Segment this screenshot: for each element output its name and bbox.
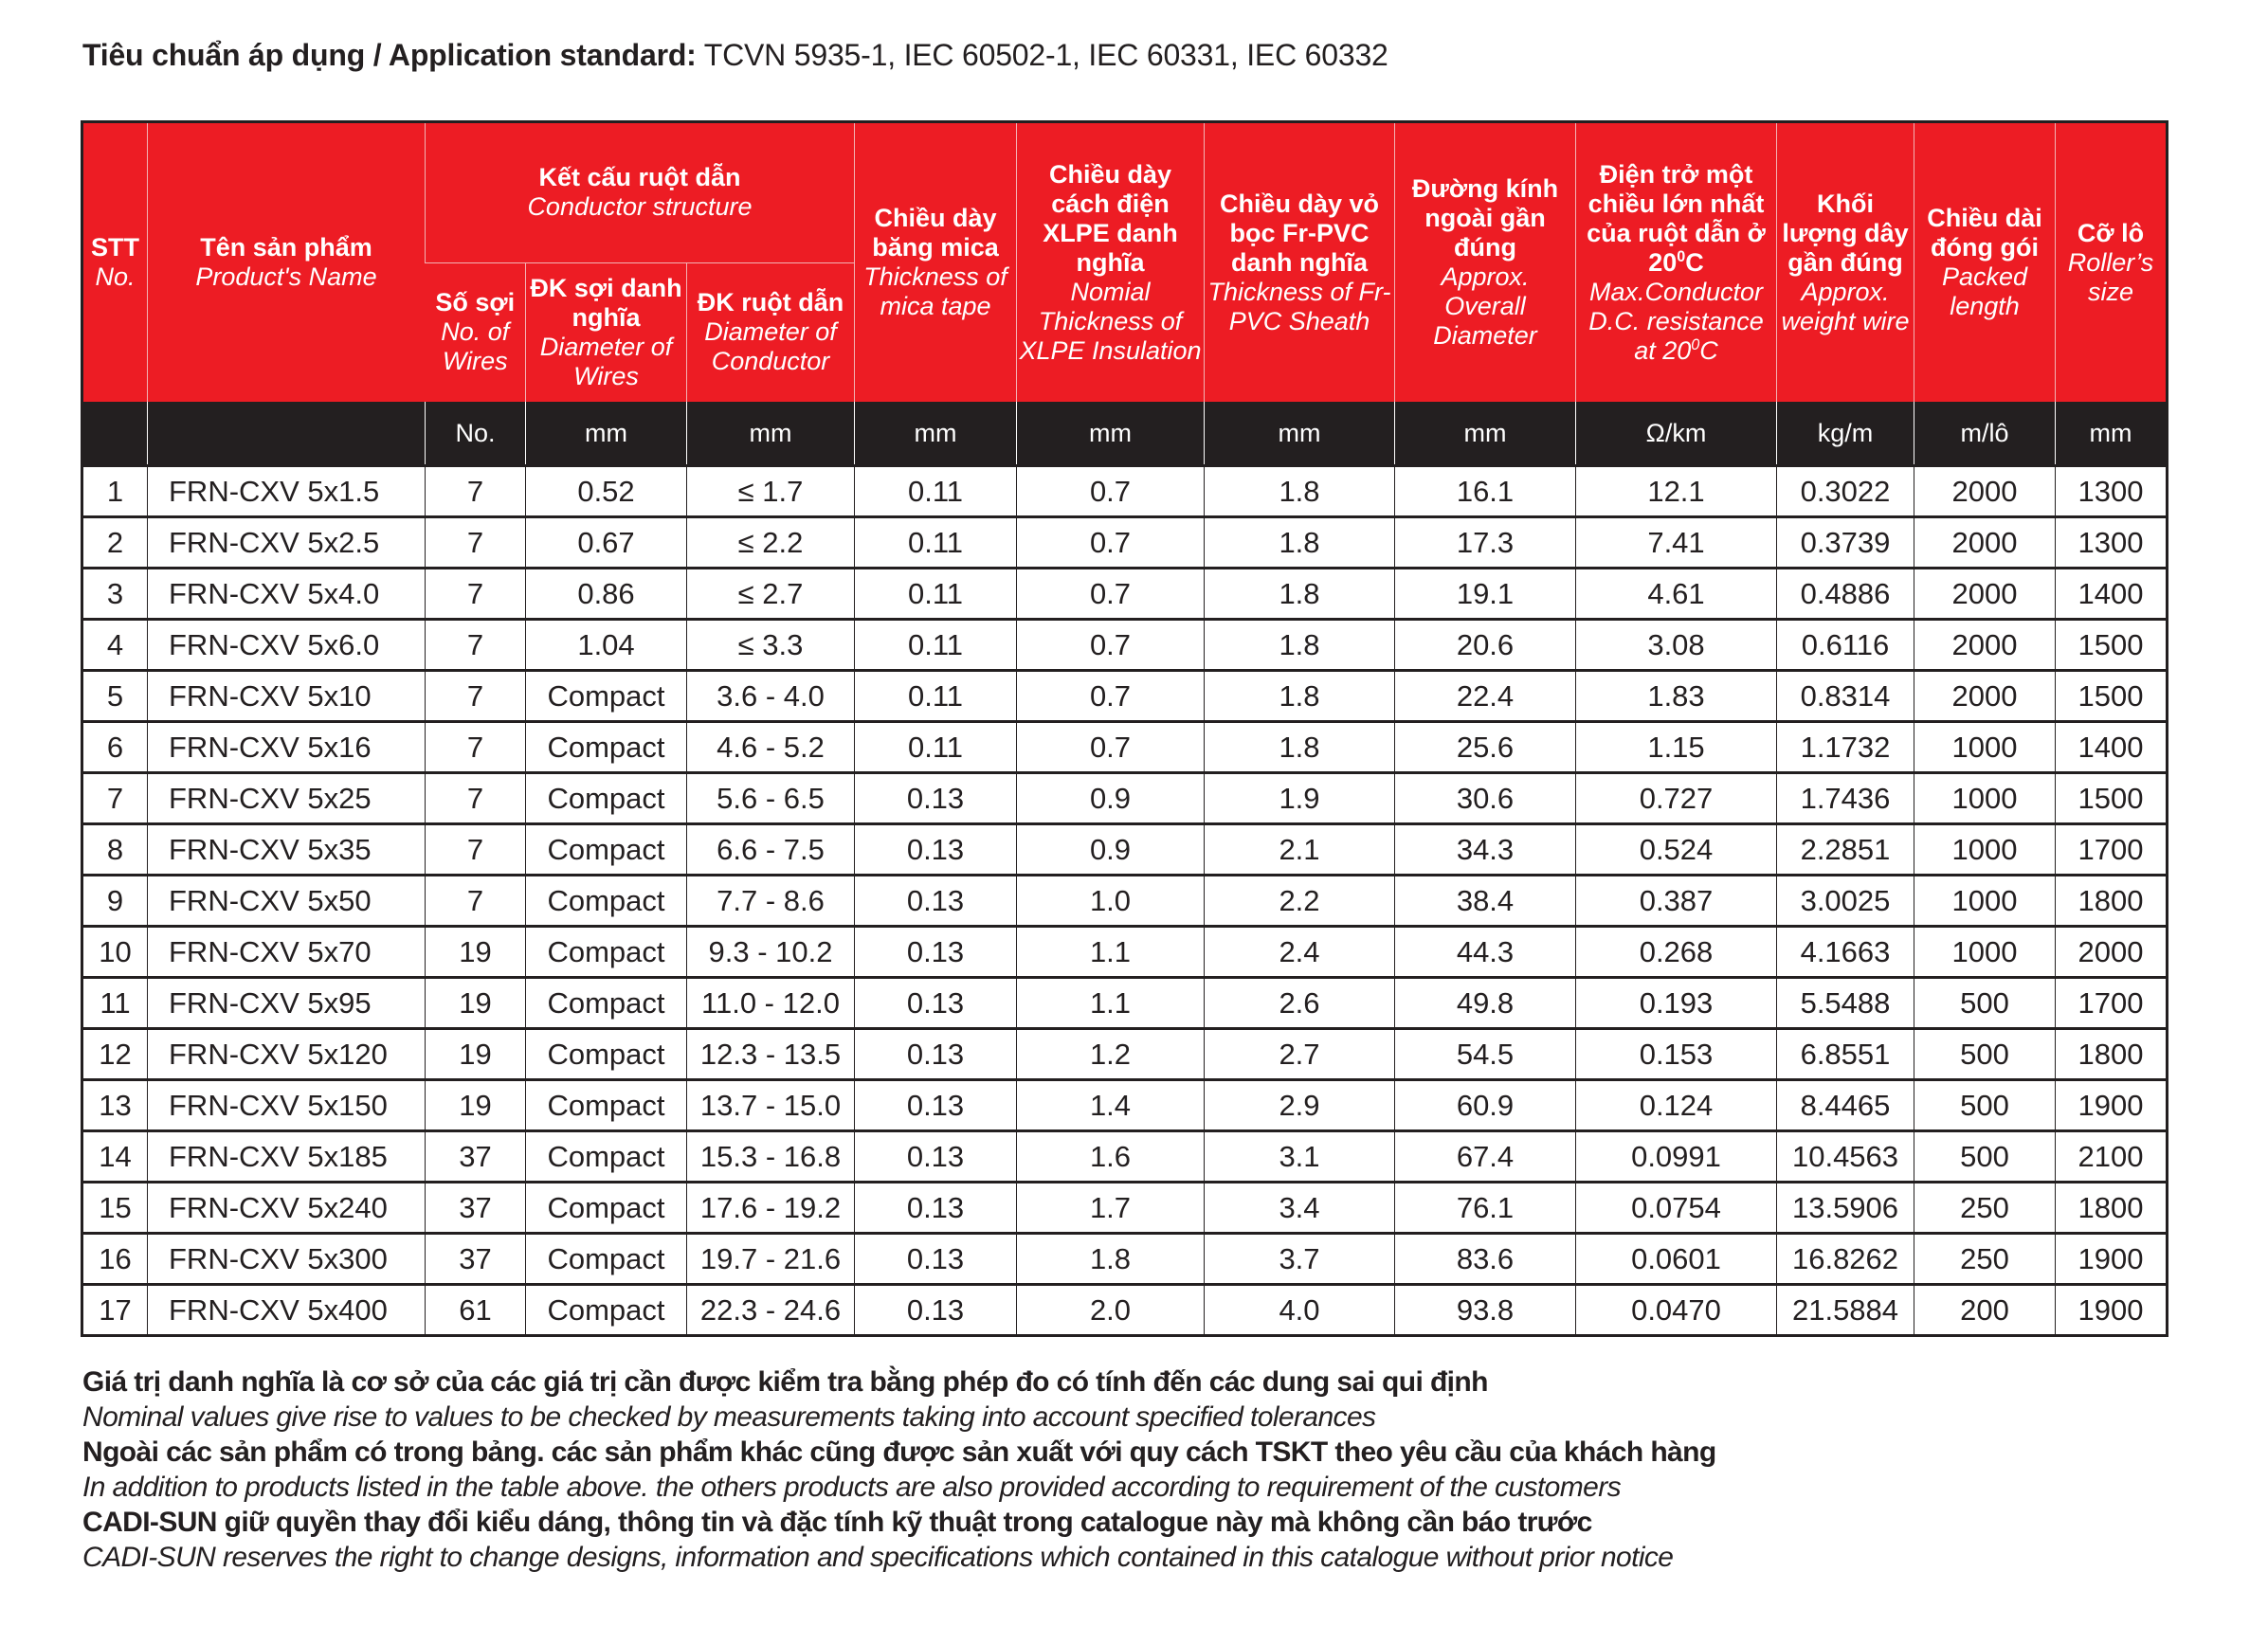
- cell-conductor-diameter: 17.6 - 19.2: [687, 1183, 855, 1234]
- table-row: [82, 722, 2168, 773]
- cell-weight: 2.2851: [1777, 824, 1914, 876]
- cell-sheath: 1.8: [1205, 620, 1395, 671]
- cell-stt: 6: [82, 722, 148, 773]
- cell-xlpe: 0.7: [1017, 722, 1205, 773]
- unit-cell: mm: [1205, 402, 1395, 466]
- header-number-of-wires: Số sợi No. of Wires: [426, 262, 526, 402]
- header-xlpe-thickness: Chiều dày cách điện XLPE danh nghĩa Nomial Thickness of XLPE Insulation: [1017, 122, 1205, 403]
- cell-packed-length: 1000: [1914, 824, 2056, 876]
- cell-mica: 0.11: [855, 569, 1017, 620]
- header-roller-size: Cỡ lô Roller’s size: [2056, 122, 2168, 403]
- cell-resistance: 4.61: [1576, 569, 1777, 620]
- cell-sheath: 2.7: [1205, 1029, 1395, 1080]
- table-row: [82, 1080, 2168, 1131]
- cell-stt: 13: [82, 1080, 148, 1131]
- table-row: [82, 620, 2168, 671]
- cell-wires: 37: [426, 1234, 526, 1285]
- cell-weight: 0.8314: [1777, 671, 1914, 722]
- cell-mica: 0.13: [855, 1234, 1017, 1285]
- cell-resistance: 7.41: [1576, 517, 1777, 569]
- cell-product-name: FRN-CXV 5x70: [148, 927, 426, 978]
- cell-wires: 7: [426, 773, 526, 824]
- cell-roller-size: 1900: [2056, 1285, 2168, 1336]
- cell-roller-size: 1400: [2056, 722, 2168, 773]
- header-conductor-structure: Kết cấu ruột dẫn Conductor structure: [426, 122, 855, 263]
- cell-stt: 12: [82, 1029, 148, 1080]
- cell-wire-diameter: 1.04: [526, 620, 687, 671]
- table-row: [82, 978, 2168, 1029]
- cell-wire-diameter: Compact: [526, 1029, 687, 1080]
- unit-cell: mm: [1395, 402, 1576, 466]
- cell-sheath: 2.4: [1205, 927, 1395, 978]
- note-2-en: In addition to products listed in the table above. the others products are also provided according to requirement of the customers: [82, 1472, 1621, 1503]
- cell-stt: 1: [82, 466, 148, 517]
- table-row: [82, 927, 2168, 978]
- cell-resistance: 0.268: [1576, 927, 1777, 978]
- cell-wires: 7: [426, 722, 526, 773]
- cell-conductor-diameter: 15.3 - 16.8: [687, 1131, 855, 1183]
- cell-sheath: 1.8: [1205, 466, 1395, 517]
- cell-wire-diameter: 0.86: [526, 569, 687, 620]
- cell-overall-diameter: 17.3: [1395, 517, 1576, 569]
- header-conductor-diameter: ĐK ruột dẫn Diameter of Conductor: [687, 262, 855, 402]
- cell-packed-length: 500: [1914, 1029, 2056, 1080]
- unit-cell: kg/m: [1777, 402, 1914, 466]
- cell-stt: 11: [82, 978, 148, 1029]
- cell-conductor-diameter: 19.7 - 21.6: [687, 1234, 855, 1285]
- cell-sheath: 1.8: [1205, 671, 1395, 722]
- cell-product-name: FRN-CXV 5x2.5: [148, 517, 426, 569]
- cell-xlpe: 2.0: [1017, 1285, 1205, 1336]
- cell-resistance: 0.0470: [1576, 1285, 1777, 1336]
- cell-roller-size: 1700: [2056, 978, 2168, 1029]
- cell-product-name: FRN-CXV 5x10: [148, 671, 426, 722]
- cell-mica: 0.13: [855, 978, 1017, 1029]
- cell-weight: 0.3739: [1777, 517, 1914, 569]
- cell-xlpe: 0.7: [1017, 620, 1205, 671]
- cell-roller-size: 2000: [2056, 927, 2168, 978]
- cell-overall-diameter: 76.1: [1395, 1183, 1576, 1234]
- cell-wires: 7: [426, 824, 526, 876]
- cell-sheath: 3.4: [1205, 1183, 1395, 1234]
- cell-wire-diameter: Compact: [526, 1285, 687, 1336]
- cell-xlpe: 1.2: [1017, 1029, 1205, 1080]
- unit-cell: mm: [2056, 402, 2168, 466]
- cell-roller-size: 1300: [2056, 517, 2168, 569]
- cell-weight: 0.3022: [1777, 466, 1914, 517]
- cell-packed-length: 2000: [1914, 517, 2056, 569]
- cell-wires: 7: [426, 569, 526, 620]
- cell-sheath: 1.8: [1205, 517, 1395, 569]
- cell-mica: 0.13: [855, 1183, 1017, 1234]
- cell-overall-diameter: 44.3: [1395, 927, 1576, 978]
- cell-roller-size: 1500: [2056, 773, 2168, 824]
- cell-wires: 19: [426, 978, 526, 1029]
- cell-product-name: FRN-CXV 5x6.0: [148, 620, 426, 671]
- cell-packed-length: 250: [1914, 1183, 2056, 1234]
- cell-overall-diameter: 93.8: [1395, 1285, 1576, 1336]
- cell-weight: 4.1663: [1777, 927, 1914, 978]
- table-row: [82, 824, 2168, 876]
- cell-sheath: 1.9: [1205, 773, 1395, 824]
- table-row: [82, 1183, 2168, 1234]
- cell-mica: 0.13: [855, 876, 1017, 927]
- cell-resistance: 1.15: [1576, 722, 1777, 773]
- cell-overall-diameter: 34.3: [1395, 824, 1576, 876]
- unit-cell: mm: [526, 402, 687, 466]
- cell-xlpe: 0.9: [1017, 824, 1205, 876]
- cell-packed-length: 1000: [1914, 927, 2056, 978]
- unit-cell: mm: [855, 402, 1017, 466]
- cell-sheath: 1.8: [1205, 722, 1395, 773]
- cell-packed-length: 1000: [1914, 773, 2056, 824]
- cell-stt: 15: [82, 1183, 148, 1234]
- cell-stt: 2: [82, 517, 148, 569]
- cell-stt: 7: [82, 773, 148, 824]
- cell-weight: 1.7436: [1777, 773, 1914, 824]
- cell-stt: 16: [82, 1234, 148, 1285]
- cell-conductor-diameter: ≤ 2.2: [687, 517, 855, 569]
- cell-stt: 8: [82, 824, 148, 876]
- cell-roller-size: 1300: [2056, 466, 2168, 517]
- cell-wires: 37: [426, 1131, 526, 1183]
- cell-wire-diameter: Compact: [526, 1234, 687, 1285]
- cell-wires: 7: [426, 466, 526, 517]
- table-row: [82, 1285, 2168, 1336]
- table-header: [82, 122, 2168, 466]
- cell-product-name: FRN-CXV 5x95: [148, 978, 426, 1029]
- cell-wire-diameter: 0.67: [526, 517, 687, 569]
- cell-conductor-diameter: 4.6 - 5.2: [687, 722, 855, 773]
- cell-conductor-diameter: ≤ 2.7: [687, 569, 855, 620]
- cell-weight: 0.4886: [1777, 569, 1914, 620]
- note-1-en: Nominal values give rise to values to be checked by measurements taking into account specified tolerances: [82, 1401, 1376, 1433]
- cell-wires: 7: [426, 671, 526, 722]
- cell-wire-diameter: Compact: [526, 722, 687, 773]
- header-mica-thickness: Chiều dày băng mica Thickness of mica tape: [855, 122, 1017, 403]
- table-row: [82, 671, 2168, 722]
- cell-xlpe: 1.0: [1017, 876, 1205, 927]
- cell-roller-size: 1800: [2056, 1029, 2168, 1080]
- cell-conductor-diameter: 13.7 - 15.0: [687, 1080, 855, 1131]
- cell-wire-diameter: 0.52: [526, 466, 687, 517]
- cable-spec-table-wrapper: [81, 120, 2166, 1337]
- cell-packed-length: 500: [1914, 1080, 2056, 1131]
- cell-resistance: 0.524: [1576, 824, 1777, 876]
- cell-packed-length: 2000: [1914, 620, 2056, 671]
- table-row: [82, 1029, 2168, 1080]
- cell-packed-length: 500: [1914, 1131, 2056, 1183]
- cell-overall-diameter: 30.6: [1395, 773, 1576, 824]
- cell-conductor-diameter: 7.7 - 8.6: [687, 876, 855, 927]
- unit-cell: [82, 402, 148, 466]
- cell-resistance: 12.1: [1576, 466, 1777, 517]
- cell-conductor-diameter: 11.0 - 12.0: [687, 978, 855, 1029]
- cell-conductor-diameter: 9.3 - 10.2: [687, 927, 855, 978]
- cell-stt: 17: [82, 1285, 148, 1336]
- cell-wire-diameter: Compact: [526, 671, 687, 722]
- cell-product-name: FRN-CXV 5x25: [148, 773, 426, 824]
- cell-sheath: 3.1: [1205, 1131, 1395, 1183]
- table-row: [82, 569, 2168, 620]
- cell-mica: 0.11: [855, 466, 1017, 517]
- cell-weight: 8.4465: [1777, 1080, 1914, 1131]
- cell-xlpe: 0.9: [1017, 773, 1205, 824]
- cell-xlpe: 0.7: [1017, 517, 1205, 569]
- cell-conductor-diameter: 22.3 - 24.6: [687, 1285, 855, 1336]
- cell-wires: 61: [426, 1285, 526, 1336]
- cell-mica: 0.13: [855, 1131, 1017, 1183]
- cell-stt: 4: [82, 620, 148, 671]
- cell-xlpe: 0.7: [1017, 569, 1205, 620]
- header-wire-diameter: ĐK sợi danh nghĩa Diameter of Wires: [526, 262, 687, 402]
- cell-weight: 10.4563: [1777, 1131, 1914, 1183]
- cell-xlpe: 1.8: [1017, 1234, 1205, 1285]
- note-1-vn: Giá trị danh nghĩa là cơ sở của các giá trị cần được kiểm tra bằng phép đo có tính đến các dung sai qui định: [82, 1366, 1488, 1398]
- cell-xlpe: 1.4: [1017, 1080, 1205, 1131]
- cell-xlpe: 1.1: [1017, 927, 1205, 978]
- cable-spec-table: [81, 120, 2168, 1337]
- cell-stt: 9: [82, 876, 148, 927]
- header-stt: STT No.: [82, 122, 148, 403]
- table-row: [82, 1234, 2168, 1285]
- cell-wire-diameter: Compact: [526, 1183, 687, 1234]
- cell-mica: 0.13: [855, 1285, 1017, 1336]
- cell-stt: 3: [82, 569, 148, 620]
- cell-wire-diameter: Compact: [526, 1131, 687, 1183]
- cell-packed-length: 500: [1914, 978, 2056, 1029]
- cell-sheath: 1.8: [1205, 569, 1395, 620]
- application-standard-label: Tiêu chuẩn áp dụng / Application standard:: [82, 38, 697, 72]
- cell-packed-length: 2000: [1914, 466, 2056, 517]
- cell-weight: 13.5906: [1777, 1183, 1914, 1234]
- units-row: [82, 402, 2168, 466]
- cell-weight: 16.8262: [1777, 1234, 1914, 1285]
- cell-sheath: 4.0: [1205, 1285, 1395, 1336]
- cell-packed-length: 1000: [1914, 722, 2056, 773]
- cell-sheath: 2.6: [1205, 978, 1395, 1029]
- table-row: [82, 466, 2168, 517]
- table-row: [82, 1131, 2168, 1183]
- header-approx-weight: Khối lượng dây gần đúng Approx. weight wire: [1777, 122, 1914, 403]
- application-standard: [82, 36, 1388, 74]
- cell-weight: 21.5884: [1777, 1285, 1914, 1336]
- cell-packed-length: 250: [1914, 1234, 2056, 1285]
- note-3-en: CADI-SUN reserves the right to change designs, information and specifications which contained in this catalogue without prior notice: [82, 1542, 1674, 1573]
- cell-overall-diameter: 25.6: [1395, 722, 1576, 773]
- cell-overall-diameter: 19.1: [1395, 569, 1576, 620]
- unit-cell: Ω/km: [1576, 402, 1777, 466]
- cell-weight: 6.8551: [1777, 1029, 1914, 1080]
- unit-cell: mm: [1017, 402, 1205, 466]
- cell-mica: 0.13: [855, 773, 1017, 824]
- cell-weight: 3.0025: [1777, 876, 1914, 927]
- cell-packed-length: 2000: [1914, 671, 2056, 722]
- cell-wires: 19: [426, 927, 526, 978]
- cell-roller-size: 2100: [2056, 1131, 2168, 1183]
- cell-product-name: FRN-CXV 5x16: [148, 722, 426, 773]
- cell-overall-diameter: 60.9: [1395, 1080, 1576, 1131]
- cell-packed-length: 2000: [1914, 569, 2056, 620]
- cell-product-name: FRN-CXV 5x120: [148, 1029, 426, 1080]
- unit-cell: [148, 402, 426, 466]
- cell-conductor-diameter: ≤ 3.3: [687, 620, 855, 671]
- cell-resistance: 0.0754: [1576, 1183, 1777, 1234]
- header-product-name: Tên sản phẩm Product's Name: [148, 122, 426, 403]
- cell-roller-size: 1500: [2056, 671, 2168, 722]
- cell-resistance: 0.0601: [1576, 1234, 1777, 1285]
- cell-conductor-diameter: 3.6 - 4.0: [687, 671, 855, 722]
- cell-stt: 10: [82, 927, 148, 978]
- cell-roller-size: 1500: [2056, 620, 2168, 671]
- table-row: [82, 876, 2168, 927]
- cell-roller-size: 1400: [2056, 569, 2168, 620]
- cell-overall-diameter: 16.1: [1395, 466, 1576, 517]
- note-2-vn: Ngoài các sản phẩm có trong bảng. các sản phẩm khác cũng được sản xuất với quy cách TSKT theo yêu cầu của khách hàng: [82, 1436, 1716, 1468]
- cell-wire-diameter: Compact: [526, 824, 687, 876]
- table-row: [82, 517, 2168, 569]
- application-standard-value: TCVN 5935-1, IEC 60502-1, IEC 60331, IEC 60332: [696, 38, 1388, 72]
- cell-wire-diameter: Compact: [526, 1080, 687, 1131]
- cell-roller-size: 1900: [2056, 1080, 2168, 1131]
- unit-cell: No.: [426, 402, 526, 466]
- cell-mica: 0.13: [855, 927, 1017, 978]
- cell-wire-diameter: Compact: [526, 876, 687, 927]
- cell-sheath: 3.7: [1205, 1234, 1395, 1285]
- cell-wires: 7: [426, 876, 526, 927]
- cell-sheath: 2.9: [1205, 1080, 1395, 1131]
- cell-conductor-diameter: ≤ 1.7: [687, 466, 855, 517]
- cell-product-name: FRN-CXV 5x400: [148, 1285, 426, 1336]
- unit-cell: m/lô: [1914, 402, 2056, 466]
- cell-wires: 7: [426, 517, 526, 569]
- cell-conductor-diameter: 6.6 - 7.5: [687, 824, 855, 876]
- footnotes: [82, 1364, 2215, 1575]
- cell-resistance: 3.08: [1576, 620, 1777, 671]
- cell-overall-diameter: 38.4: [1395, 876, 1576, 927]
- cell-conductor-diameter: 5.6 - 6.5: [687, 773, 855, 824]
- cell-wires: 19: [426, 1080, 526, 1131]
- cell-wire-diameter: Compact: [526, 978, 687, 1029]
- cell-mica: 0.11: [855, 620, 1017, 671]
- cell-resistance: 0.193: [1576, 978, 1777, 1029]
- cell-mica: 0.13: [855, 824, 1017, 876]
- cell-wire-diameter: Compact: [526, 927, 687, 978]
- cell-roller-size: 1800: [2056, 1183, 2168, 1234]
- cell-mica: 0.13: [855, 1080, 1017, 1131]
- cell-xlpe: 1.1: [1017, 978, 1205, 1029]
- cell-resistance: 0.124: [1576, 1080, 1777, 1131]
- cell-overall-diameter: 20.6: [1395, 620, 1576, 671]
- cell-packed-length: 1000: [1914, 876, 2056, 927]
- cell-resistance: 0.727: [1576, 773, 1777, 824]
- cell-overall-diameter: 83.6: [1395, 1234, 1576, 1285]
- cell-xlpe: 1.7: [1017, 1183, 1205, 1234]
- header-sheath-thickness: Chiều dày vỏ bọc Fr-PVC danh nghĩa Thickness of Fr-PVC Sheath: [1205, 122, 1395, 403]
- cell-overall-diameter: 49.8: [1395, 978, 1576, 1029]
- cell-wires: 19: [426, 1029, 526, 1080]
- cell-xlpe: 0.7: [1017, 671, 1205, 722]
- cell-sheath: 2.2: [1205, 876, 1395, 927]
- cell-product-name: FRN-CXV 5x300: [148, 1234, 426, 1285]
- cell-resistance: 0.387: [1576, 876, 1777, 927]
- cell-product-name: FRN-CXV 5x35: [148, 824, 426, 876]
- cell-resistance: 0.0991: [1576, 1131, 1777, 1183]
- cell-resistance: 0.153: [1576, 1029, 1777, 1080]
- cell-mica: 0.13: [855, 1029, 1017, 1080]
- cell-wires: 37: [426, 1183, 526, 1234]
- cell-product-name: FRN-CXV 5x1.5: [148, 466, 426, 517]
- cell-overall-diameter: 54.5: [1395, 1029, 1576, 1080]
- unit-cell: mm: [687, 402, 855, 466]
- header-packed-length: Chiều dài đóng gói Packed length: [1914, 122, 2056, 403]
- cell-overall-diameter: 22.4: [1395, 671, 1576, 722]
- cell-xlpe: 1.6: [1017, 1131, 1205, 1183]
- cell-weight: 5.5488: [1777, 978, 1914, 1029]
- cell-weight: 0.6116: [1777, 620, 1914, 671]
- cell-conductor-diameter: 12.3 - 13.5: [687, 1029, 855, 1080]
- cell-resistance: 1.83: [1576, 671, 1777, 722]
- cell-xlpe: 0.7: [1017, 466, 1205, 517]
- cell-mica: 0.11: [855, 517, 1017, 569]
- cell-product-name: FRN-CXV 5x240: [148, 1183, 426, 1234]
- cell-product-name: FRN-CXV 5x4.0: [148, 569, 426, 620]
- cell-sheath: 2.1: [1205, 824, 1395, 876]
- cell-roller-size: 1800: [2056, 876, 2168, 927]
- cell-packed-length: 200: [1914, 1285, 2056, 1336]
- cell-mica: 0.11: [855, 722, 1017, 773]
- cell-mica: 0.11: [855, 671, 1017, 722]
- header-dc-resistance: Điện trở một chiều lớn nhất của ruột dẫn ở $20^0C$ Max.Conductor D.C. resistance at $20^0C$: [1576, 122, 1777, 403]
- header-overall-diameter: Đường kính ngoài gần đúng Approx. Overall Diameter: [1395, 122, 1576, 403]
- cell-overall-diameter: 67.4: [1395, 1131, 1576, 1183]
- cell-wires: 7: [426, 620, 526, 671]
- table-body: [82, 466, 2168, 1336]
- cell-stt: 5: [82, 671, 148, 722]
- note-3-vn: CADI-SUN giữ quyền thay đổi kiểu dáng, thông tin và đặc tính kỹ thuật trong catalogue này mà không cần báo trước: [82, 1507, 1592, 1538]
- cell-stt: 14: [82, 1131, 148, 1183]
- cell-product-name: FRN-CXV 5x185: [148, 1131, 426, 1183]
- cell-roller-size: 1700: [2056, 824, 2168, 876]
- cell-product-name: FRN-CXV 5x150: [148, 1080, 426, 1131]
- cell-product-name: FRN-CXV 5x50: [148, 876, 426, 927]
- cell-roller-size: 1900: [2056, 1234, 2168, 1285]
- cell-weight: 1.1732: [1777, 722, 1914, 773]
- table-row: [82, 773, 2168, 824]
- cell-wire-diameter: Compact: [526, 773, 687, 824]
